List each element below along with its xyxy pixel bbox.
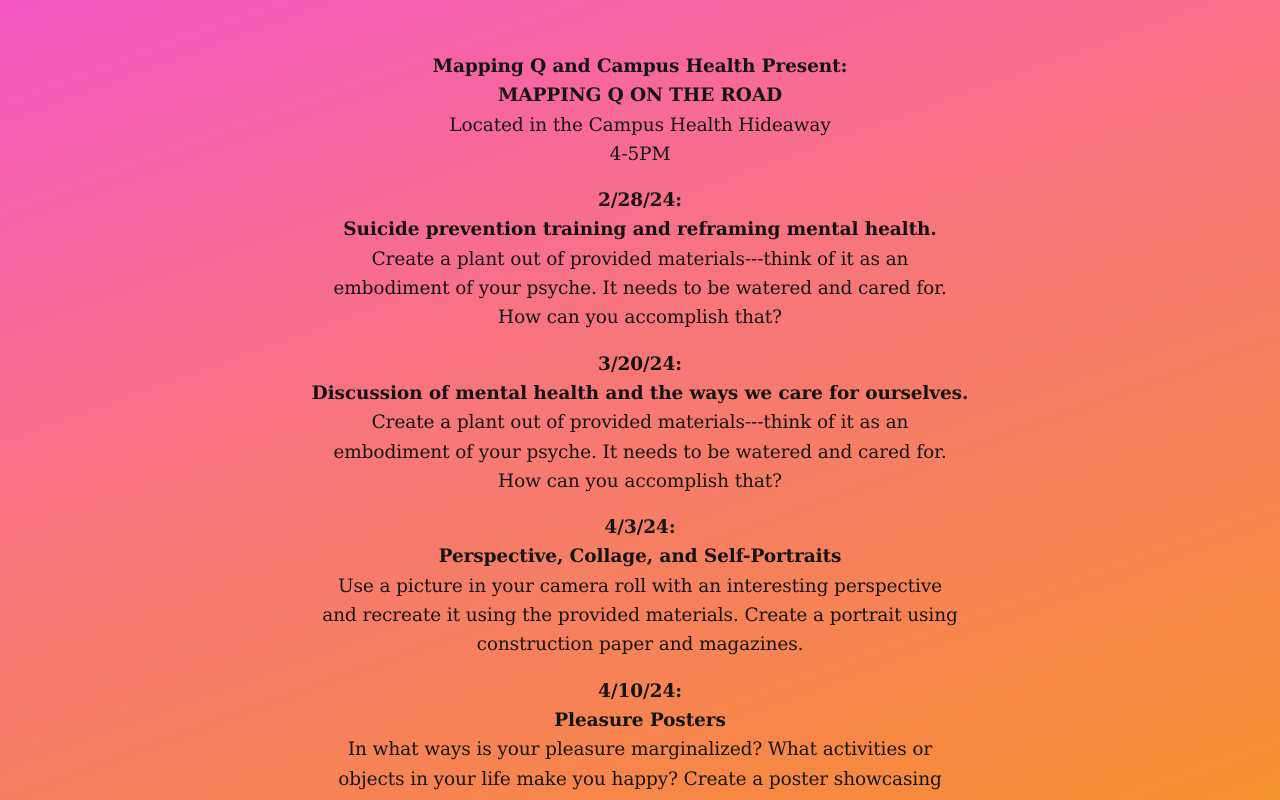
- event-date: 3/20/24:: [598, 353, 682, 375]
- event-title: Suicide prevention training and reframing mental health.: [343, 219, 937, 241]
- presenters-line: Mapping Q and Campus Health Present:: [432, 56, 848, 77]
- event-description-line: How can you accomplish that?: [498, 307, 782, 329]
- event-title: Perspective, Collage, and Self-Portraits: [438, 546, 842, 568]
- event-description-line: In what ways is your pleasure marginalized? What activities or: [347, 739, 933, 761]
- location-line: Located in the Campus Health Hideaway: [449, 114, 831, 136]
- event-4: [0, 677, 1280, 794]
- event-description-line: and recreate it using the provided materials. Create a portrait using: [322, 605, 958, 627]
- event-date: 4/10/24:: [598, 680, 682, 702]
- event-date: 4/3/24:: [604, 517, 676, 539]
- event-1: [0, 186, 1280, 332]
- event-description-line: Use a picture in your camera roll with an interesting perspective: [337, 575, 943, 597]
- event-schedule: [0, 52, 1280, 794]
- event-description-line: How can you accomplish that?: [498, 470, 782, 492]
- event-title: Pleasure Posters: [554, 709, 726, 731]
- event-2: [0, 350, 1280, 496]
- event-series-title: MAPPING Q ON THE ROAD: [497, 85, 783, 107]
- header-block: [0, 52, 1280, 169]
- event-description-line: embodiment of your psyche. It needs to be watered and cared for.: [333, 278, 947, 300]
- event-3: [0, 513, 1280, 659]
- event-description-line: Create a plant out of provided materials---think of it as an: [371, 248, 909, 270]
- event-description-line: embodiment of your psyche. It needs to be watered and cared for.: [333, 441, 947, 463]
- time-line: 4-5PM: [609, 143, 671, 165]
- event-description-line: Create a plant out of provided materials---think of it as an: [371, 412, 909, 434]
- event-date: 2/28/24:: [598, 190, 682, 212]
- event-description-line: objects in your life make you happy? Create a poster showcasing: [338, 768, 942, 790]
- event-description-line: construction paper and magazines.: [476, 634, 804, 656]
- event-title: Discussion of mental health and the ways we care for ourselves.: [311, 382, 969, 404]
